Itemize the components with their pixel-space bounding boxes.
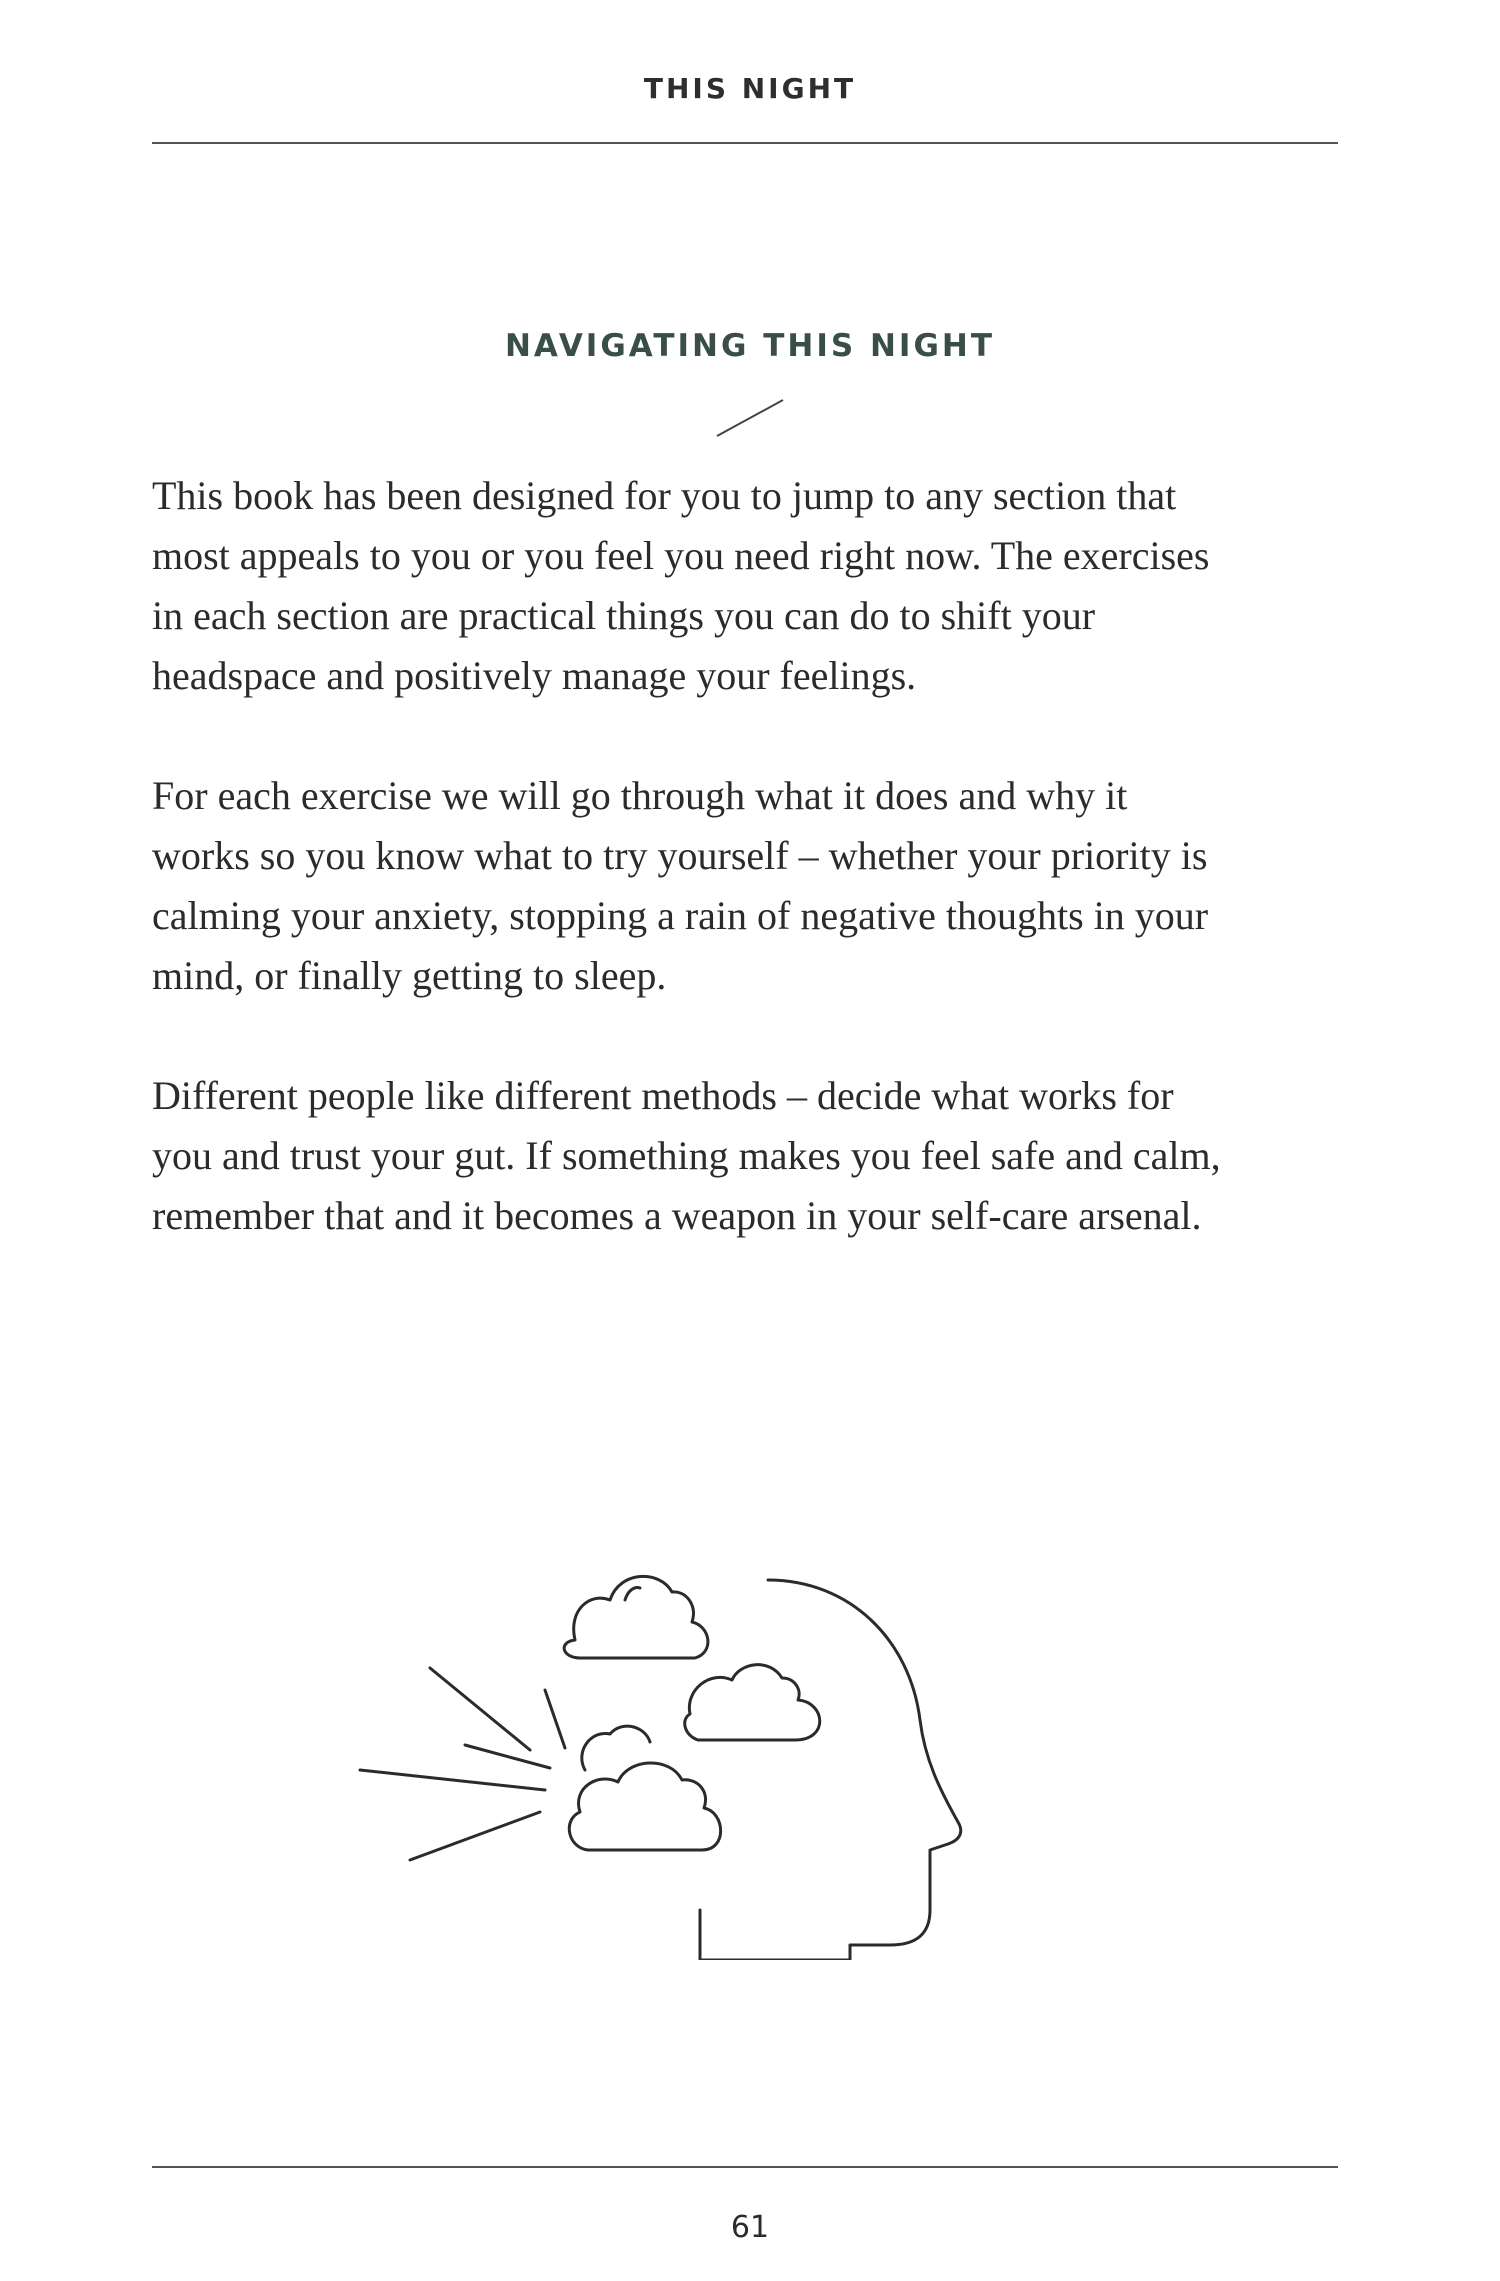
paragraph-1: This book has been designed for you to jump to any section that most appeals to you or you feel you need right now. The exercises in each section are practical things you can do to shift your headspace and positively manage your feelings. <box>152 473 1210 698</box>
paragraph-2: For each exercise we will go through what it does and why it works so you know what to try yourself – whether your priority is calming your anxiety, stopping a rain of negative thoughts in your mind, or finally getting to sleep. <box>152 773 1209 998</box>
footer-rule <box>152 2166 1338 2168</box>
page-number: 61 <box>730 2210 770 2245</box>
slash-ornament-icon <box>715 398 785 438</box>
header-rule <box>152 142 1338 144</box>
section-heading: NAVIGATING THIS NIGHT <box>504 328 995 364</box>
paragraph-3: Different people like different methods – decide what works for you and trust your gut. If something makes you feel safe and calm, remember that and it becomes a weapon in your self-care arsenal. <box>152 1073 1221 1238</box>
running-header: THIS NIGHT <box>643 72 857 105</box>
body-text <box>152 466 1362 1306</box>
head-with-clouds-icon <box>340 1530 980 1960</box>
